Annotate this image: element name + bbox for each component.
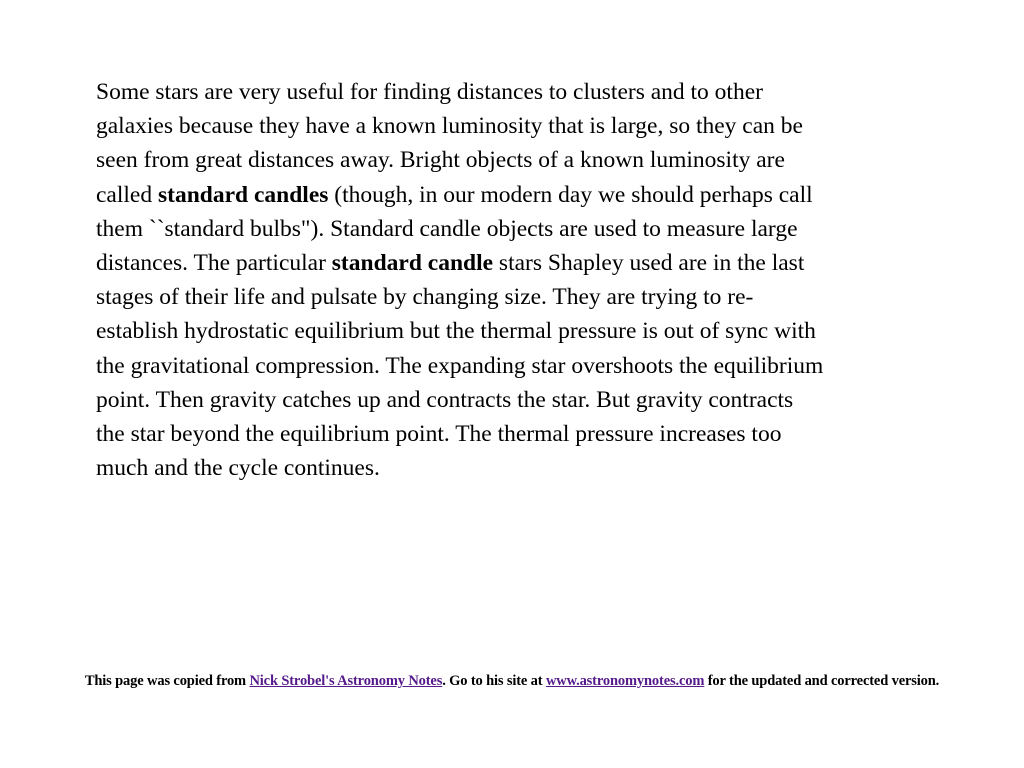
article-paragraph xyxy=(96,75,826,485)
footer-attribution xyxy=(0,673,1024,690)
article-text-part-3: stars Shapley used are in the last stages of their life and pulsate by changing size. They are trying to re-establish hydrostatic equilibrium but the thermal pressure is out of sync with the gravitational compression. The expanding star overshoots the equilibrium point. Then gravity catches up and contracts the star. But gravity contracts the star beyond the equilibrium point. The thermal pressure increases too much and the cycle continues. xyxy=(96,250,824,482)
article-text-part-2: (though, in our modern day we should perhaps call them ``standard bulbs"). Standard candle objects are used to measure large distances. The particular xyxy=(96,181,813,277)
astronomynotes-site-link[interactable]: www.astronomynotes.com xyxy=(545,673,705,689)
term-standard-candle: standard candle xyxy=(331,250,494,277)
astronomy-notes-link[interactable]: Nick Strobel's Astronomy Notes xyxy=(249,673,443,689)
article-text-part-1: Some stars are very useful for finding distances to clusters and to other galaxies because they have a known luminosity that is large, so they can be seen from great distances away. Bright objects of a known luminosity are called xyxy=(96,79,803,208)
footer-middle: . Go to his site at xyxy=(442,673,546,689)
term-standard-candles: standard candles xyxy=(157,181,329,208)
footer-prefix: This page was copied from xyxy=(84,673,250,689)
footer-suffix: for the updated and corrected version. xyxy=(704,673,940,689)
